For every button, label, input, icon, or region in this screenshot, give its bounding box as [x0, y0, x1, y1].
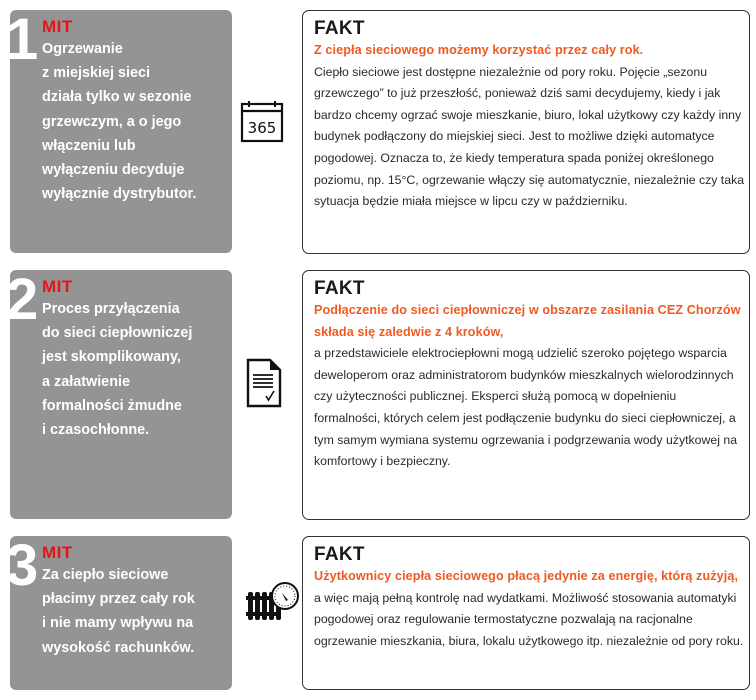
- myth-number: 2: [6, 267, 37, 332]
- fact-box-2: [302, 270, 750, 520]
- fact-text: Ciepło sieciowe jest dostępne niezależnie od pory roku. Pojęcie „sezonu grzewczego” to już przeszłość, ponieważ dziś sami decydujemy, kiedy i jak bardzo chcemy ogrzać swoje mieszkanie, biuro, lokal użytkowy czy każdy inny budynek podłączony do miejskiej sieci. Jest to możliwe dzięki automatyce pogodowej. Oznacza to, że kiedy temperatura spada poniżej określonego poziomu, np. 15°C, ogrzewanie włączy się automatycznie, niezależnie czy taka sytuacja będzie miała miejsce w lipcu czy w październiku.: [314, 64, 745, 209]
- fact-body: [314, 40, 745, 213]
- radiator-gauge-icon: [240, 582, 300, 632]
- fact-title: FAKT: [314, 544, 365, 565]
- calendar-365-icon: [240, 98, 290, 148]
- fact-text: a przedstawiciele elektrociepłowni mogą udzielić szeroko pojętego wsparcia deweloperom oraz administratorom budynków mieszkalnych wielorodzinnych czy użyteczności publicznej. Eksperci służą pomocą w dopełnieniu formalności, których celem jest podłączenie budynku do sieci ciepłowniczej, a tym samym wymiana systemu ogrzewania i podgrzewania wody użytkowej na komfortowy i bezpieczny.: [314, 346, 738, 469]
- myth-card-2: [6, 267, 232, 519]
- fact-box-1: [302, 10, 750, 254]
- fact-highlight: Użytkownicy ciepła sieciowego płacą jedynie za energię, którą zużyją,: [314, 569, 739, 583]
- fact-text: a więc mają pełną kontrolę nad wydatkami. Możliwość stosowania automatyki pogodowej oraz regulowanie termostatyczne pozwalają na racjonalne ogrzewanie mieszkania, biura, lokalu użytkowego itp. niezależnie od pory roku.: [314, 590, 744, 648]
- fact-title: FAKT: [314, 278, 365, 299]
- myth-text: Proces przyłączenia do sieci ciepłowniczej jest skomplikowany, a załatwienie formalności żmudne i czasochłonne.: [42, 301, 193, 439]
- fact-box-3: [302, 536, 750, 690]
- myth-text: Ogrzewanie z miejskiej sieci działa tylko w sezonie grzewczym, a o jego włączeniu lub wyłączeniu decyduje wyłącznie dystrybutor.: [42, 41, 197, 203]
- fact-body: [314, 566, 745, 652]
- fact-body: [314, 300, 745, 473]
- myth-number: 3: [6, 533, 37, 598]
- fact-highlight: Podłączenie do sieci ciepłowniczej w obszarze zasilania CEZ Chorzów składa się zaledwie z 4 kroków,: [314, 303, 741, 339]
- myth-text: Za ciepło sieciowe płacimy przez cały rok i nie mamy wpływu na wysokość rachunków.: [42, 567, 195, 656]
- fact-highlight: Z ciepła sieciowego możemy korzystać przez cały rok.: [314, 43, 644, 57]
- document-check-icon: [240, 358, 290, 408]
- myth-card-3: [6, 533, 232, 690]
- myth-label: MIT: [42, 277, 73, 296]
- myth-card-1: [6, 7, 232, 253]
- calendar-text: 365: [247, 119, 277, 137]
- myth-label: MIT: [42, 543, 73, 562]
- myth-number: 1: [6, 7, 37, 72]
- fact-title: FAKT: [314, 18, 365, 39]
- myth-label: MIT: [42, 17, 73, 36]
